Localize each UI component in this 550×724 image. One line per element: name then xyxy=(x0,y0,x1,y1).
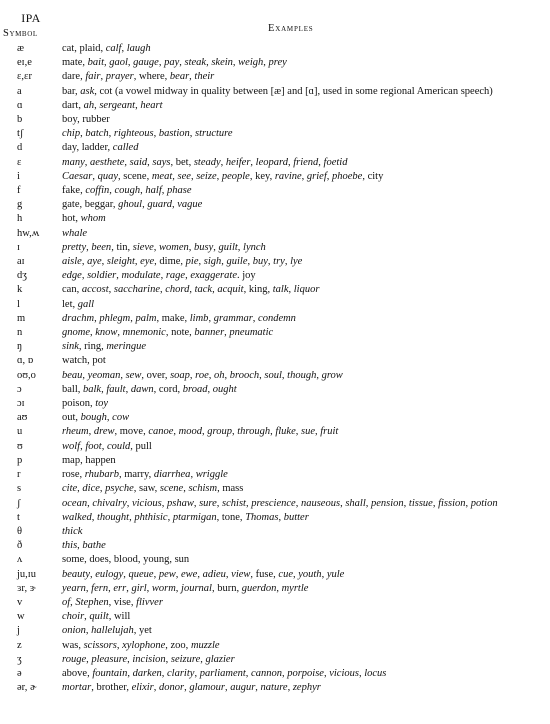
ipa-symbol: ɜr, ɝ xyxy=(17,582,36,594)
example-words: let, gall xyxy=(62,298,95,310)
ipa-symbol: ð xyxy=(17,540,23,552)
ipa-symbol: ŋ xyxy=(17,341,23,353)
example-words: poison, toy xyxy=(62,398,109,410)
table-row xyxy=(0,141,550,155)
table-row xyxy=(0,326,550,340)
ipa-symbol: ɑ xyxy=(17,99,23,111)
example-words: rheum, drew, move, canoe, mood, group, through, fluke, sue, fruit xyxy=(62,426,339,438)
table-row xyxy=(0,383,550,397)
ipa-symbol: ʊ xyxy=(17,440,23,452)
example-words: cat, plaid, calf, laugh xyxy=(62,43,151,54)
table-row xyxy=(0,127,550,141)
table-row xyxy=(0,99,550,113)
example-words: dart, ah, sergeant, heart xyxy=(62,99,163,111)
table-row xyxy=(0,212,550,226)
table-row xyxy=(0,425,550,439)
table-row xyxy=(0,525,550,539)
table-row xyxy=(0,568,550,582)
table-row xyxy=(0,610,550,624)
symbol-heading: Symbol xyxy=(3,28,38,39)
ipa-symbol: n xyxy=(17,327,23,339)
example-words: can, accost, saccharine, chord, tack, acquit, king, talk, liquor xyxy=(62,284,320,296)
table-row xyxy=(0,354,550,368)
ipa-symbol: ɪ xyxy=(17,241,20,253)
table-row xyxy=(0,269,550,283)
example-words: fake, coffin, cough, half, phase xyxy=(62,185,192,197)
table-row xyxy=(0,70,550,84)
example-words: some, does, blood, young, sun xyxy=(62,554,190,566)
table-row xyxy=(0,170,550,184)
example-words: pretty, been, tin, sieve, women, busy, guilt, lynch xyxy=(62,241,266,253)
table-row xyxy=(0,639,550,653)
table-row xyxy=(0,283,550,297)
table-row xyxy=(0,298,550,312)
example-words: mate, bait, gaol, gauge, pay, steak, skein, weigh, prey xyxy=(62,57,287,69)
table-row xyxy=(0,667,550,681)
table-row xyxy=(0,482,550,496)
example-words: was, scissors, xylophone, zoo, muzzle xyxy=(62,639,220,651)
example-words: aisle, aye, sleight, eye, dime, pie, sigh, guile, buy, try, lye xyxy=(62,256,303,268)
table-row xyxy=(0,397,550,411)
example-words: edge, soldier, modulate, rage, exaggerate. joy xyxy=(62,270,256,282)
example-words: mortar, brother, elixir, donor, glamour, augur, nature, zephyr xyxy=(62,682,321,694)
ipa-symbol: p xyxy=(17,454,23,466)
example-words: cite, dice, psyche, saw, scene, schism, mass xyxy=(62,483,244,495)
table-row xyxy=(0,184,550,198)
ipa-symbol: ɑ, ɒ xyxy=(17,355,34,367)
example-words: thick xyxy=(62,525,83,537)
ipa-symbol: s xyxy=(17,483,22,495)
example-words: gnome, know, mnemonic, note, banner, pneumatic xyxy=(62,327,274,339)
ipa-symbol: u xyxy=(17,426,23,438)
ipa-symbol: ə xyxy=(17,667,22,679)
example-words: beau, yeoman, sew, over, soap, roe, oh, brooch, soul, though, grow xyxy=(62,369,343,381)
ipa-symbol: b xyxy=(17,114,23,126)
example-words: hot, whom xyxy=(62,213,106,225)
ipa-symbol: ɔɪ xyxy=(17,398,25,410)
ipa-symbol: ʃ xyxy=(17,497,21,509)
example-words: drachm, phlegm, palm, make, limb, grammar, condemn xyxy=(62,312,296,324)
ipa-symbol: r xyxy=(17,469,21,481)
example-words: choir, quilt, will xyxy=(62,611,131,623)
ipa-symbol: ju,ɪu xyxy=(17,568,36,580)
example-words: Caesar, quay, scene, meat, see, seize, people, key, ravine, grief, phoebe, city xyxy=(62,170,384,182)
ipa-symbol: z xyxy=(17,639,22,651)
table-row xyxy=(0,113,550,127)
ipa-symbol: g xyxy=(17,199,23,211)
table-row xyxy=(0,653,550,667)
ipa-symbol: ɔ xyxy=(17,383,22,395)
table-row xyxy=(0,553,550,567)
example-words: onion, hallelujah, yet xyxy=(62,625,152,637)
example-words: walked, thought, phthisic, ptarmigan, tone, Thomas, butter xyxy=(62,511,309,523)
example-words: ocean, chivalry, vicious, pshaw, sure, schist, prescience, nauseous, shall, pension, tissue, fission, potion xyxy=(62,497,498,509)
example-words: many, aesthete, said, says, bet, steady, heifer, leopard, friend, foetid xyxy=(62,156,348,168)
example-words: dare, fair, prayer, where, bear, their xyxy=(62,71,215,83)
table-row xyxy=(0,454,550,468)
ipa-symbol: oʊ,o xyxy=(17,369,36,381)
ipa-symbol: l xyxy=(17,298,20,310)
ipa-symbol: eɪ,e xyxy=(17,57,32,69)
ipa-symbol: ɛ xyxy=(17,156,22,168)
example-words: wolf, foot, could, pull xyxy=(62,440,152,452)
ipa-symbol: v xyxy=(17,596,23,608)
ipa-symbol: f xyxy=(17,185,21,197)
ipa-symbol: ʌ xyxy=(17,554,23,566)
ipa-heading: IPA xyxy=(21,11,41,25)
example-words: above, fountain, darken, clarity, parliament, cannon, porpoise, vicious, locus xyxy=(62,667,387,679)
example-words: of, Stephen, vise, flivver xyxy=(62,596,163,608)
ipa-symbol: tʃ xyxy=(17,128,24,140)
table-row xyxy=(0,312,550,326)
ipa-symbol: ʒ xyxy=(17,653,22,665)
ipa-symbol: j xyxy=(17,625,20,637)
example-words: sink, ring, meringue xyxy=(62,341,147,353)
example-words: ball, balk, fault, dawn, cord, broad, ought xyxy=(62,383,237,395)
example-words: beauty, eulogy, queue, pew, ewe, adieu, view, fuse, cue, youth, yule xyxy=(62,568,345,580)
table-row xyxy=(0,85,550,99)
table-row xyxy=(0,681,550,695)
ipa-symbol: ɛ,ɛr xyxy=(17,71,32,83)
example-words: whale xyxy=(62,227,88,239)
ipa-symbol: dʒ xyxy=(17,270,27,282)
ipa-symbol: m xyxy=(17,312,26,324)
ipa-symbol: t xyxy=(17,511,20,523)
table-row xyxy=(0,56,550,70)
table-row xyxy=(0,582,550,596)
table-row xyxy=(0,497,550,511)
ipa-symbol: θ xyxy=(17,525,23,537)
table-row xyxy=(0,440,550,454)
examples-heading: Examples xyxy=(268,23,314,34)
table-row xyxy=(0,156,550,170)
example-words: gate, beggar, ghoul, guard, vague xyxy=(62,199,203,211)
table-row xyxy=(0,511,550,525)
ipa-symbol: hw,ʍ xyxy=(17,227,40,239)
ipa-symbol: aʊ xyxy=(17,412,28,424)
table-row xyxy=(0,468,550,482)
ipa-symbol: w xyxy=(17,611,25,623)
table-row xyxy=(0,227,550,241)
example-words: rose, rhubarb, marry, diarrhea, wriggle xyxy=(62,469,228,481)
ipa-symbol: aɪ xyxy=(17,256,25,268)
table-row xyxy=(0,340,550,354)
example-words: day, ladder, called xyxy=(62,142,139,154)
symbol-table xyxy=(0,42,550,695)
ipa-symbol: a xyxy=(17,85,22,97)
example-words: out, bough, cow xyxy=(62,412,130,424)
example-words: chip, batch, righteous, bastion, structure xyxy=(62,128,233,140)
table-row xyxy=(0,198,550,212)
ipa-symbol: ər, ɚ xyxy=(17,682,37,694)
ipa-symbol: h xyxy=(17,213,23,225)
table-row xyxy=(0,539,550,553)
table-row xyxy=(0,369,550,383)
example-words: rouge, pleasure, incision, seizure, glazier xyxy=(62,653,235,665)
table-row xyxy=(0,42,550,56)
example-words: boy, rubber xyxy=(62,114,110,126)
example-words: this, bathe xyxy=(62,540,106,552)
example-words: map, happen xyxy=(62,454,116,466)
ipa-symbol: æ xyxy=(17,43,25,54)
example-words: bar, ask, cot (a vowel midway in quality between [æ] and [ɑ], used in some regional American speech) xyxy=(62,85,493,97)
table-row xyxy=(0,255,550,269)
table-row xyxy=(0,624,550,638)
ipa-symbol: i xyxy=(17,170,20,182)
example-words: watch, pot xyxy=(62,355,106,367)
table-row xyxy=(0,411,550,425)
example-words: yearn, fern, err, girl, worm, journal, burn, guerdon, myrtle xyxy=(62,582,309,594)
table-row xyxy=(0,596,550,610)
ipa-symbol: k xyxy=(17,284,23,296)
ipa-symbol: d xyxy=(17,142,23,154)
table-row xyxy=(0,241,550,255)
